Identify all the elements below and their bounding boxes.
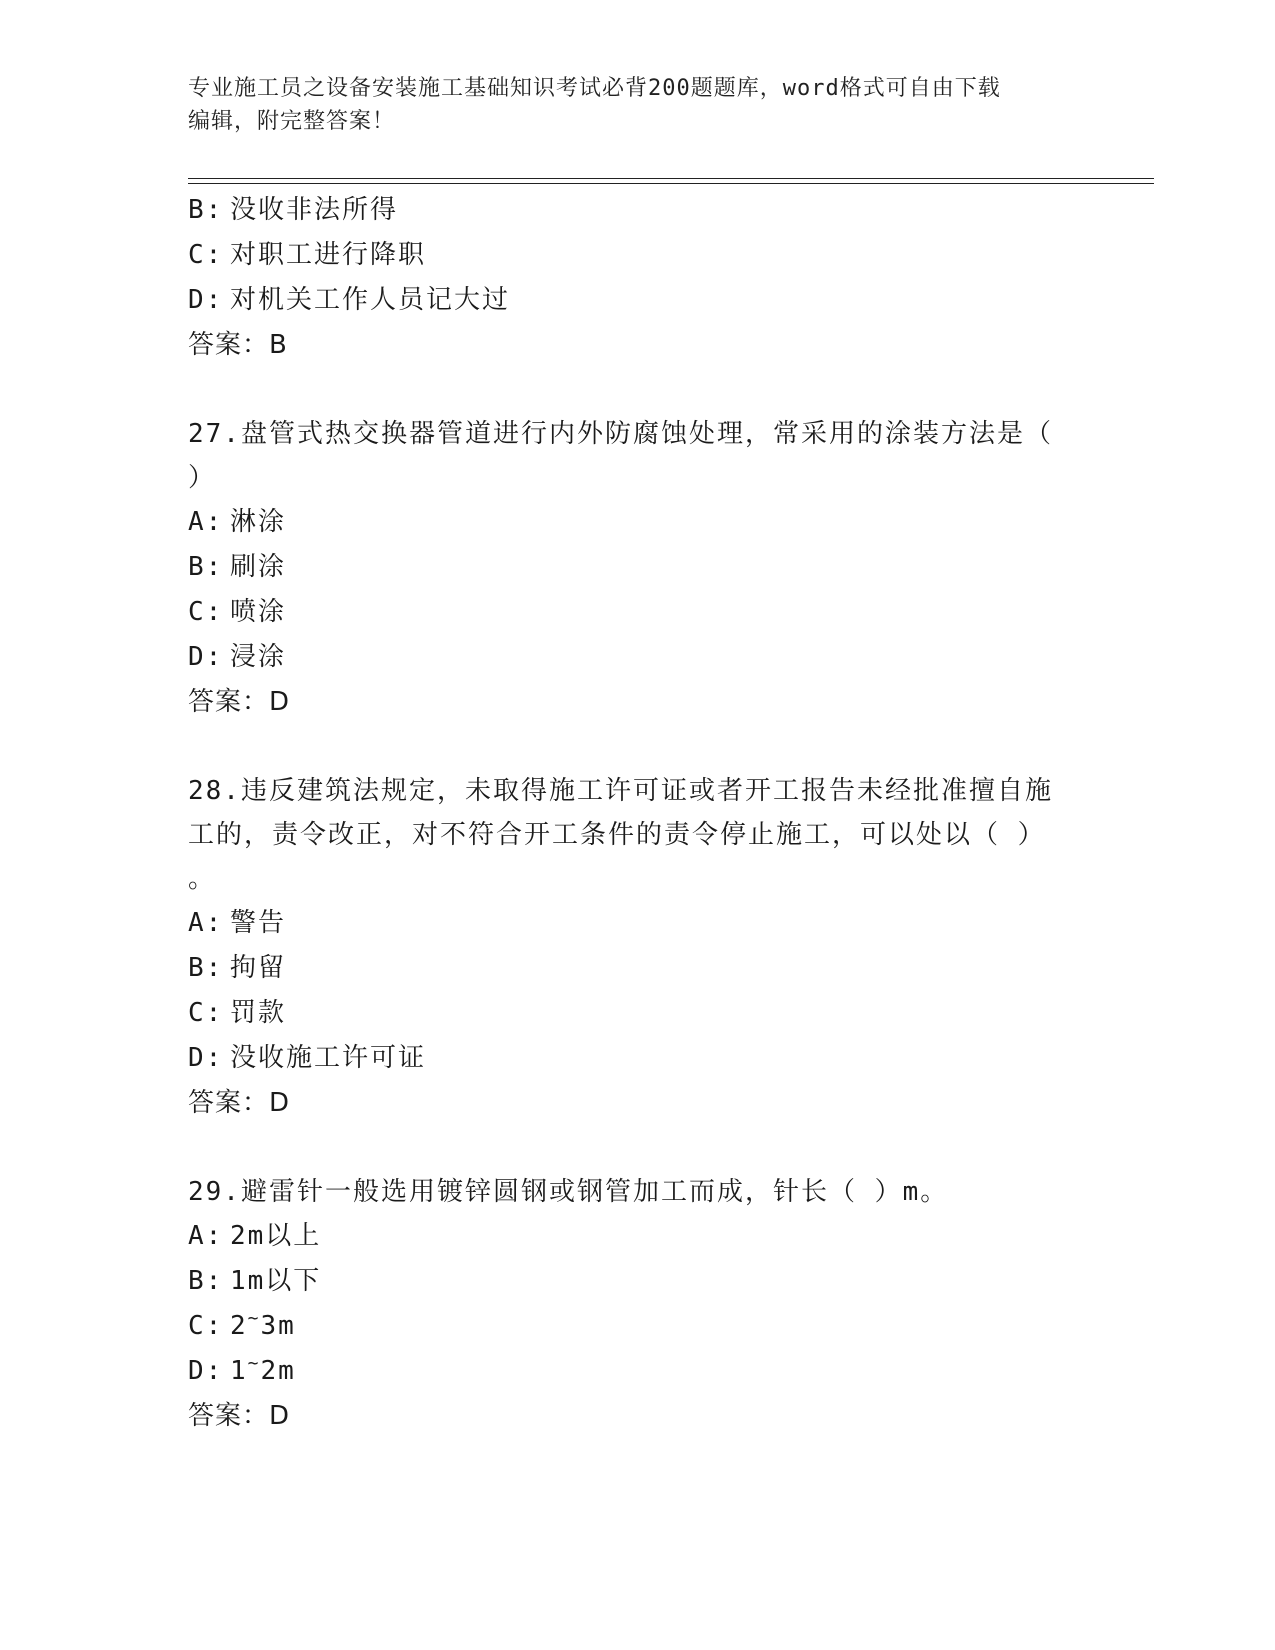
option-label: A:: [188, 908, 224, 938]
option-label: B:: [188, 195, 224, 225]
option-text-pre: 1: [230, 1356, 248, 1386]
option-text: 对机关工作人员记大过: [230, 285, 511, 315]
option-text: 罚款: [230, 998, 287, 1028]
option-c: [188, 1304, 1088, 1349]
option-label: D:: [188, 642, 224, 672]
option-b: [188, 545, 1088, 590]
option-c: [188, 590, 1088, 635]
option-b: [188, 1259, 1088, 1304]
option-label: C:: [188, 240, 224, 270]
option-text: 没收非法所得: [230, 195, 399, 225]
header-line-2: 编辑，附完整答案！: [188, 109, 396, 134]
option-label: C:: [188, 597, 224, 627]
option-label: B:: [188, 953, 224, 983]
answer-line: 答案：D: [188, 687, 291, 717]
spacer: [188, 368, 1088, 412]
document-header: [188, 72, 1068, 138]
option-c: [188, 991, 1088, 1036]
option-text-post: 2m: [260, 1356, 296, 1386]
header-divider-top: [188, 178, 1154, 179]
option-text: 对职工进行降职: [230, 240, 427, 270]
question-28-text-end: 。: [188, 864, 217, 894]
option-d: [188, 278, 1088, 323]
option-text-pre: 2: [230, 1311, 248, 1341]
header-line-1: 专业施工员之设备安装施工基础知识考试必背200题题库，word格式可自由下载: [188, 76, 1001, 101]
answer-line: 答案：D: [188, 1088, 291, 1118]
option-label: D:: [188, 1043, 224, 1073]
question-29-text: 29.避雷针一般选用镀锌圆钢或钢管加工而成，针长（ ）m。: [188, 1177, 949, 1207]
option-a: [188, 1214, 1088, 1259]
question-27-text: 27.盘管式热交换器管道进行内外防腐蚀处理，常采用的涂装方法是（: [188, 419, 1053, 449]
question-28-text-cont: 工的，责令改正，对不符合开工条件的责令停止施工，可以处以（ ）: [188, 820, 1046, 850]
header-divider-bottom: [188, 183, 1154, 184]
option-b: [188, 946, 1088, 991]
option-text-post: 3m: [260, 1311, 296, 1341]
option-text: 刷涂: [230, 552, 287, 582]
answer-line: 答案：D: [188, 1401, 291, 1431]
tilde-mark: ~: [247, 1353, 261, 1374]
option-label: C:: [188, 1311, 224, 1341]
option-label: B:: [188, 552, 224, 582]
option-d: [188, 1036, 1088, 1081]
option-label: C:: [188, 998, 224, 1028]
spacer: [188, 725, 1088, 769]
option-text: 浸涂: [230, 642, 287, 672]
option-label: D:: [188, 285, 224, 315]
option-text: 拘留: [230, 953, 287, 983]
question-list: [188, 188, 1088, 1439]
option-c: [188, 233, 1088, 278]
option-label: A:: [188, 507, 224, 537]
question-28-text: 28.违反建筑法规定，未取得施工许可证或者开工报告未经批准擅自施: [188, 776, 1053, 806]
spacer: [188, 1126, 1088, 1170]
option-text: 喷涂: [230, 597, 287, 627]
option-text: 淋涂: [230, 507, 287, 537]
option-text: 没收施工许可证: [230, 1043, 427, 1073]
option-label: B:: [188, 1266, 224, 1296]
option-a: [188, 901, 1088, 946]
question-27-text-cont: ）: [188, 463, 217, 493]
option-text: 1m以下: [230, 1266, 322, 1296]
option-d: [188, 635, 1088, 680]
option-d: [188, 1349, 1088, 1394]
option-text: 2m以上: [230, 1221, 322, 1251]
tilde-mark: ~: [247, 1308, 261, 1329]
option-b: [188, 188, 1088, 233]
answer-line: 答案：B: [188, 330, 288, 360]
option-label: D:: [188, 1356, 224, 1386]
option-a: [188, 500, 1088, 545]
option-label: A:: [188, 1221, 224, 1251]
option-text: 警告: [230, 908, 287, 938]
